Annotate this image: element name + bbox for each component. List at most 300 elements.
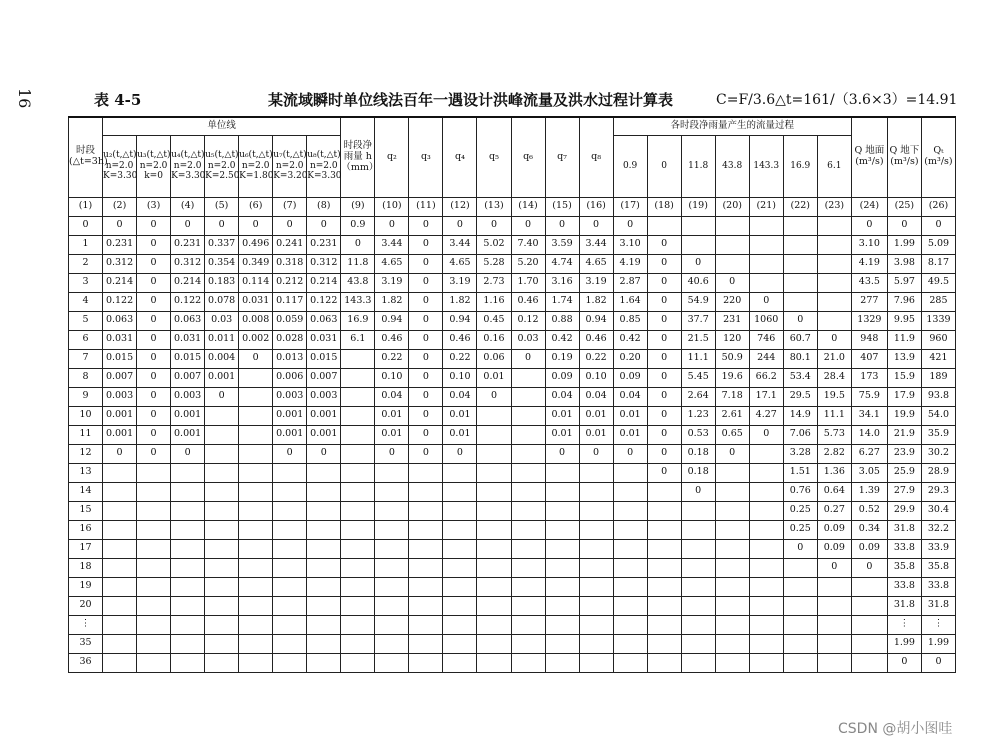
table-row <box>69 292 956 311</box>
table-cell <box>239 634 273 653</box>
table-cell: 0.015 <box>103 349 137 368</box>
table-cell <box>613 501 647 520</box>
table-cell <box>613 577 647 596</box>
table-cell: 948 <box>851 330 887 349</box>
table-row <box>69 482 956 501</box>
table-cell: 0.006 <box>273 368 307 387</box>
table-cell: 5.28 <box>477 254 511 273</box>
table-cell: 0 <box>409 387 443 406</box>
table-cell: 220 <box>715 292 749 311</box>
table-cell: 0.9 <box>341 216 375 235</box>
table-cell: 3.28 <box>783 444 817 463</box>
table-cell: 189 <box>921 368 955 387</box>
table-cell <box>477 615 511 634</box>
period-cell: 2 <box>69 254 103 273</box>
table-cell: 0.059 <box>273 311 307 330</box>
table-cell <box>409 501 443 520</box>
table-cell: 0 <box>681 482 715 501</box>
table-cell: ⋮ <box>921 615 955 634</box>
table-cell <box>579 596 613 615</box>
table-cell: 0 <box>783 539 817 558</box>
table-cell: 9.95 <box>887 311 921 330</box>
table-cell <box>749 539 783 558</box>
table-row <box>69 634 956 653</box>
table-cell: 0 <box>103 216 137 235</box>
table-cell <box>783 292 817 311</box>
table-cell <box>477 653 511 672</box>
table-cell: 0.212 <box>273 273 307 292</box>
table-cell <box>205 539 239 558</box>
table-cell: 5.97 <box>887 273 921 292</box>
table-cell: 0 <box>137 254 171 273</box>
table-cell <box>749 273 783 292</box>
table-cell: 143.3 <box>341 292 375 311</box>
table-cell: 0.031 <box>307 330 341 349</box>
table-cell <box>307 558 341 577</box>
table-cell: 8.17 <box>921 254 955 273</box>
header-uh-3 <box>137 135 171 197</box>
table-cell: 0.04 <box>443 387 477 406</box>
table-cell: 0 <box>239 216 273 235</box>
table-cell <box>681 596 715 615</box>
table-cell: 0 <box>341 235 375 254</box>
header-net-rain-label: 时段净 雨量 h （mm） <box>341 139 379 173</box>
table-cell <box>341 463 375 482</box>
table-cell: 0.01 <box>613 425 647 444</box>
table-cell: 0 <box>647 235 681 254</box>
table-cell <box>341 520 375 539</box>
table-cell: 30.4 <box>921 501 955 520</box>
table-cell <box>579 463 613 482</box>
table-cell: 0.46 <box>579 330 613 349</box>
table-cell <box>341 539 375 558</box>
table-cell <box>205 615 239 634</box>
period-cell: 0 <box>69 216 103 235</box>
table-cell <box>511 596 545 615</box>
table-cell: 0.312 <box>171 254 205 273</box>
table-cell: 960 <box>921 330 955 349</box>
table-cell <box>307 653 341 672</box>
table-cell <box>307 520 341 539</box>
table-cell <box>375 634 409 653</box>
table-cell <box>613 520 647 539</box>
table-cell: 4.65 <box>443 254 477 273</box>
table-cell: 0 <box>409 254 443 273</box>
table-cell: 0.65 <box>715 425 749 444</box>
table-cell <box>579 653 613 672</box>
table-cell: 0 <box>647 463 681 482</box>
table-cell <box>137 558 171 577</box>
table-cell: 0.122 <box>103 292 137 311</box>
table-cell: 277 <box>851 292 887 311</box>
table-cell: 11.8 <box>341 254 375 273</box>
header-uh-4-label: u₄(t,△t) n=2.0 K=3.30 <box>171 150 206 182</box>
table-cell: 19.6 <box>715 368 749 387</box>
table-cell: 0 <box>409 425 443 444</box>
table-cell: 0 <box>137 387 171 406</box>
table-cell <box>715 539 749 558</box>
table-cell: 0.013 <box>273 349 307 368</box>
table-cell: 0.001 <box>205 368 239 387</box>
table-cell: 0.18 <box>681 463 715 482</box>
table-cell: 0.01 <box>443 406 477 425</box>
table-cell: 0.01 <box>443 425 477 444</box>
header-flow-process: 各时段净雨量产生的流量过程 <box>613 117 851 135</box>
table-row <box>69 463 956 482</box>
table-cell: 0 <box>715 273 749 292</box>
table-cell: 0.03 <box>205 311 239 330</box>
column-number-cell: (6) <box>239 197 273 216</box>
period-cell: 36 <box>69 653 103 672</box>
table-cell <box>307 501 341 520</box>
table-cell <box>545 520 579 539</box>
table-row <box>69 577 956 596</box>
table-cell <box>477 539 511 558</box>
table-cell: 0.003 <box>103 387 137 406</box>
table-cell <box>171 482 205 501</box>
table-cell <box>477 425 511 444</box>
table-cell <box>647 216 681 235</box>
table-cell: 31.8 <box>921 596 955 615</box>
table-cell: 3.05 <box>851 463 887 482</box>
table-row <box>69 387 956 406</box>
table-cell <box>681 615 715 634</box>
table-cell: 0.001 <box>103 406 137 425</box>
table-cell: 60.7 <box>783 330 817 349</box>
period-cell: 3 <box>69 273 103 292</box>
table-cell: 0.94 <box>443 311 477 330</box>
table-cell <box>783 596 817 615</box>
header-flow-3: 43.8 <box>715 135 749 197</box>
table-cell: 0 <box>647 368 681 387</box>
table-cell <box>681 634 715 653</box>
table-cell <box>273 501 307 520</box>
table-cell: 1.82 <box>375 292 409 311</box>
column-number-cell: (1) <box>69 197 103 216</box>
table-cell: 1.23 <box>681 406 715 425</box>
table-cell: 28.4 <box>817 368 851 387</box>
table-cell: 0 <box>647 387 681 406</box>
table-cell <box>511 577 545 596</box>
period-cell: 6 <box>69 330 103 349</box>
table-cell: 33.8 <box>921 577 955 596</box>
table-cell: 3.19 <box>375 273 409 292</box>
table-cell: 1.74 <box>545 292 579 311</box>
table-cell: 0 <box>409 444 443 463</box>
table-cell <box>715 216 749 235</box>
table-cell <box>817 254 851 273</box>
table-cell <box>749 653 783 672</box>
table-cell <box>817 216 851 235</box>
table-cell <box>477 520 511 539</box>
table-cell: 0.42 <box>613 330 647 349</box>
table-row <box>69 425 956 444</box>
runoff-coefficient-formula: C=F/3.6△t=161/（3.6×3）=14.91 <box>716 92 958 108</box>
table-cell <box>715 615 749 634</box>
table-cell: 0.312 <box>103 254 137 273</box>
table-cell: 0 <box>137 292 171 311</box>
table-cell: 1.64 <box>613 292 647 311</box>
period-cell: 15 <box>69 501 103 520</box>
table-cell <box>273 653 307 672</box>
table-cell <box>375 615 409 634</box>
table-cell: 21.5 <box>681 330 715 349</box>
header-flow-6: 6.1 <box>817 135 851 197</box>
table-cell: 0.002 <box>239 330 273 349</box>
table-cell <box>647 615 681 634</box>
table-cell <box>817 273 851 292</box>
table-cell: 0 <box>887 653 921 672</box>
table-cell: 0.063 <box>103 311 137 330</box>
table-cell: 5.45 <box>681 368 715 387</box>
table-cell <box>579 634 613 653</box>
table-cell <box>511 444 545 463</box>
header-unit-hydrograph: 单位线 <box>103 117 341 135</box>
table-cell: 7.06 <box>783 425 817 444</box>
table-cell <box>205 444 239 463</box>
table-cell <box>511 520 545 539</box>
table-cell: 53.4 <box>783 368 817 387</box>
table-cell: 0 <box>749 292 783 311</box>
table-cell <box>103 539 137 558</box>
table-cell <box>511 482 545 501</box>
table-cell: 0.01 <box>579 425 613 444</box>
table-cell: 0 <box>273 444 307 463</box>
table-cell <box>647 634 681 653</box>
table-cell: 1.16 <box>477 292 511 311</box>
header-q-underground <box>887 117 921 197</box>
table-row <box>69 406 956 425</box>
header-q4: q₄ <box>443 117 477 197</box>
header-q-total-label: Qₜ (m³/s) <box>924 145 953 168</box>
table-cell <box>545 463 579 482</box>
table-cell <box>307 482 341 501</box>
table-cell <box>851 596 887 615</box>
table-cell <box>851 653 887 672</box>
table-cell: 2.64 <box>681 387 715 406</box>
table-cell: 5.73 <box>817 425 851 444</box>
table-cell <box>545 653 579 672</box>
table-cell <box>783 634 817 653</box>
table-cell <box>103 520 137 539</box>
table-cell <box>613 653 647 672</box>
table-cell <box>817 596 851 615</box>
table-cell: 0 <box>409 235 443 254</box>
column-number-cell: (2) <box>103 197 137 216</box>
table-cell <box>783 254 817 273</box>
table-cell: 0.001 <box>273 425 307 444</box>
table-cell <box>273 615 307 634</box>
table-cell: 11.1 <box>681 349 715 368</box>
table-cell <box>783 273 817 292</box>
table-row <box>69 520 956 539</box>
table-cell <box>409 596 443 615</box>
table-cell <box>171 463 205 482</box>
column-number-cell: (26) <box>921 197 955 216</box>
table-cell <box>851 634 887 653</box>
table-cell: 21.0 <box>817 349 851 368</box>
table-cell <box>749 235 783 254</box>
table-cell <box>409 463 443 482</box>
table-cell <box>749 444 783 463</box>
table-row <box>69 254 956 273</box>
table-cell: 37.7 <box>681 311 715 330</box>
table-cell <box>341 615 375 634</box>
table-cell: 0 <box>375 216 409 235</box>
table-row <box>69 216 956 235</box>
column-number-row <box>69 197 956 216</box>
period-cell: 19 <box>69 577 103 596</box>
table-cell <box>681 501 715 520</box>
header-flow-0: 0.9 <box>613 135 647 197</box>
table-cell <box>579 520 613 539</box>
table-cell: 80.1 <box>783 349 817 368</box>
table-cell: 2.73 <box>477 273 511 292</box>
table-cell: 4.65 <box>579 254 613 273</box>
table-cell: 0.001 <box>103 425 137 444</box>
table-cell: 0.09 <box>545 368 579 387</box>
table-cell: 0.04 <box>613 387 647 406</box>
table-cell: 7.96 <box>887 292 921 311</box>
flood-calculation-table <box>68 116 956 673</box>
table-cell: 0.003 <box>171 387 205 406</box>
table-cell: 0.001 <box>273 406 307 425</box>
table-cell <box>749 615 783 634</box>
table-cell: 0 <box>171 216 205 235</box>
table-cell <box>511 368 545 387</box>
table-cell: 3.16 <box>545 273 579 292</box>
table-cell: 0.85 <box>613 311 647 330</box>
table-cell: 0.46 <box>375 330 409 349</box>
table-cell: 1.82 <box>443 292 477 311</box>
table-cell: 0.01 <box>375 406 409 425</box>
table-cell <box>579 539 613 558</box>
table-cell: 0.007 <box>171 368 205 387</box>
column-number-cell: (5) <box>205 197 239 216</box>
table-cell <box>477 634 511 653</box>
table-cell <box>545 539 579 558</box>
table-cell: 5.02 <box>477 235 511 254</box>
table-cell: 35.8 <box>921 558 955 577</box>
table-cell: 0.12 <box>511 311 545 330</box>
table-cell <box>137 615 171 634</box>
table-cell <box>239 501 273 520</box>
header-q-total <box>921 117 955 197</box>
header-q5: q₅ <box>477 117 511 197</box>
table-cell <box>681 216 715 235</box>
table-cell: 0.18 <box>681 444 715 463</box>
table-cell <box>171 596 205 615</box>
table-cell: 0.10 <box>375 368 409 387</box>
column-number-cell: (21) <box>749 197 783 216</box>
table-cell: 0.114 <box>239 273 273 292</box>
table-cell: 285 <box>921 292 955 311</box>
table-cell <box>817 615 851 634</box>
table-cell <box>443 653 477 672</box>
column-number-cell: (25) <box>887 197 921 216</box>
table-cell: 31.8 <box>887 596 921 615</box>
table-cell: 14.9 <box>783 406 817 425</box>
table-cell <box>443 558 477 577</box>
table-cell: 1.82 <box>579 292 613 311</box>
table-cell <box>341 596 375 615</box>
table-cell <box>409 558 443 577</box>
table-cell <box>273 634 307 653</box>
table-cell <box>715 596 749 615</box>
table-cell: 0.19 <box>545 349 579 368</box>
table-cell <box>307 463 341 482</box>
table-cell <box>375 577 409 596</box>
table-cell <box>307 615 341 634</box>
table-cell <box>579 615 613 634</box>
header-uh-6 <box>239 135 273 197</box>
column-number-cell: (13) <box>477 197 511 216</box>
table-cell: 0.94 <box>375 311 409 330</box>
table-cell: 23.9 <box>887 444 921 463</box>
table-cell <box>511 558 545 577</box>
header-uh-5-label: u₅(t,△t) n=2.0 K=2.50 <box>205 150 240 182</box>
table-cell: 0.001 <box>307 406 341 425</box>
table-cell <box>273 596 307 615</box>
table-title: 某流域瞬时单位线法百年一遇设计洪峰流量及洪水过程计算表 <box>268 91 674 109</box>
table-cell: 2.61 <box>715 406 749 425</box>
table-cell: 0.53 <box>681 425 715 444</box>
table-row <box>69 653 956 672</box>
table-cell: 0 <box>647 425 681 444</box>
table-cell: 0.01 <box>579 406 613 425</box>
table-cell: 2.82 <box>817 444 851 463</box>
table-row <box>69 615 956 634</box>
table-cell <box>171 558 205 577</box>
table-cell <box>715 520 749 539</box>
table-cell <box>103 634 137 653</box>
table-cell <box>715 235 749 254</box>
table-cell <box>375 520 409 539</box>
table-cell <box>375 501 409 520</box>
table-cell <box>443 463 477 482</box>
column-number-cell: (9) <box>341 197 375 216</box>
table-cell <box>545 482 579 501</box>
table-cell <box>205 482 239 501</box>
table-cell <box>239 406 273 425</box>
table-cell: 0 <box>579 444 613 463</box>
table-cell: 0.03 <box>511 330 545 349</box>
header-q6: q₆ <box>511 117 545 197</box>
table-cell <box>443 596 477 615</box>
table-cell <box>341 634 375 653</box>
table-cell <box>273 577 307 596</box>
table-cell: 0 <box>137 235 171 254</box>
table-cell <box>171 539 205 558</box>
table-cell <box>511 387 545 406</box>
table-cell <box>273 482 307 501</box>
table-cell <box>647 653 681 672</box>
table-cell: 0.22 <box>443 349 477 368</box>
table-cell <box>783 216 817 235</box>
table-cell <box>443 501 477 520</box>
table-cell <box>171 577 205 596</box>
table-cell <box>341 387 375 406</box>
table-cell: 0.214 <box>103 273 137 292</box>
column-number-cell: (24) <box>851 197 887 216</box>
table-cell <box>205 501 239 520</box>
table-cell: 0 <box>137 368 171 387</box>
table-cell <box>545 558 579 577</box>
table-cell <box>273 558 307 577</box>
table-cell: 29.9 <box>887 501 921 520</box>
table-cell: 0 <box>887 216 921 235</box>
table-cell: 0 <box>205 216 239 235</box>
